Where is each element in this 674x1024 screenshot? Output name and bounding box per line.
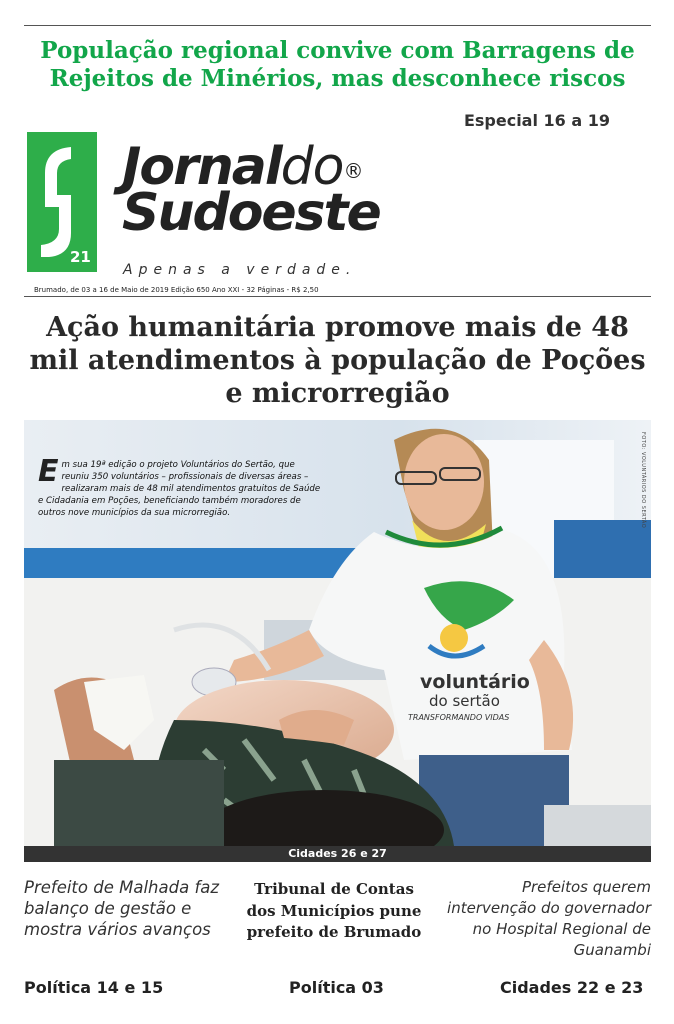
- photo-credit: FOTO: VOLUNTÁRIOS DO SERTÃO: [640, 432, 646, 529]
- teaser-right[interactable]: Prefeitos querem intervenção do governador no Hospital Regional de Guanambi: [447, 878, 651, 959]
- lede-text: m sua 19ª edição o projeto Voluntários do Sertão, que reuniu 350 voluntários – profissionais de diversas áreas – realizaram mais de 48 mil atendimentos gratuitos de Saúde e Cidadania em Poções, beneficiando também moradores de outros nove municípios da sua microrregião.: [38, 460, 321, 518]
- logo-j-icon: [41, 147, 83, 259]
- top-story-headline[interactable]: População regional convive com Barragens de Rejeitos de Minérios, mas desconhece riscos: [40, 37, 635, 92]
- main-story-lede: [38, 454, 321, 519]
- masthead-title[interactable]: [122, 137, 380, 243]
- teaser-center-section[interactable]: Política 03: [289, 978, 384, 997]
- logo-anniversary: 21: [70, 248, 91, 266]
- edition-info: Brumado, de 03 a 16 de Maio de 2019 Edição 650 Ano XXI - 32 Páginas - R$ 2,50: [34, 286, 319, 294]
- masthead-name-jornal: Jornal: [122, 137, 281, 197]
- masthead-name-sudoeste: Sudoeste: [122, 183, 380, 243]
- shirt-text-3: TRANSFORMANDO VIDAS: [408, 713, 510, 722]
- masthead-rule: [24, 296, 651, 297]
- main-headline[interactable]: Ação humanitária promove mais de 48 mil atendimentos à população de Poções e microrregião: [29, 312, 646, 409]
- teaser-center[interactable]: Tribunal de Contas dos Municípios pune prefeito de Brumado: [246, 880, 422, 941]
- main-story-section[interactable]: Cidades 26 e 27: [24, 846, 651, 862]
- shirt-text-1: voluntário: [420, 671, 530, 693]
- teaser-left[interactable]: Prefeito de Malhada faz balanço de gestão e mostra vários avanços: [24, 878, 220, 939]
- teaser-right-section[interactable]: Cidades 22 e 23: [500, 978, 644, 997]
- top-rule: [24, 25, 651, 26]
- registered-mark: ®: [343, 159, 362, 183]
- lede-drop-cap: E: [38, 454, 59, 489]
- shirt-text-2: do sertão: [429, 692, 500, 710]
- teaser-left-section[interactable]: Política 14 e 15: [24, 978, 164, 997]
- masthead-tagline: Apenas a verdade.: [123, 262, 357, 278]
- top-story-section[interactable]: Especial 16 a 19: [463, 111, 610, 130]
- masthead-name-do: do: [280, 137, 344, 197]
